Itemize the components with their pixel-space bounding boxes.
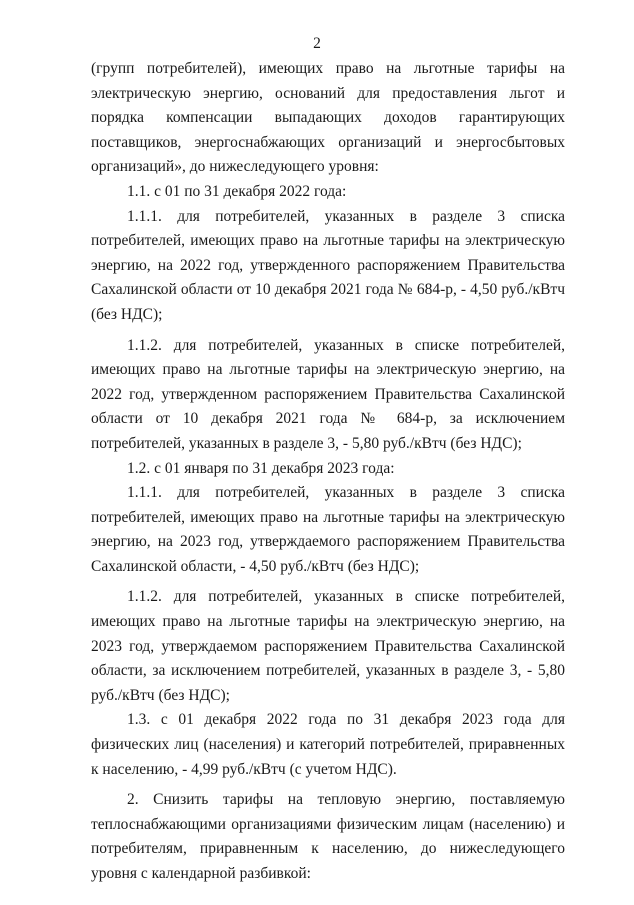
paragraph-1-2-1: 1.1.1. для потребителей, указанных в разделе 3 списка потребителей, имеющих право на льготные тарифы на электрическую энергию, на 2023 год, утверждаемого распоряжением Правительства Сахалинской области, - 4,50 руб./кВтч (без НДС); (91, 484, 565, 575)
document-body (91, 57, 565, 887)
paragraph-1-1: 1.1. с 01 по 31 декабря 2022 года: (127, 182, 347, 200)
paragraph-1-2: 1.2. с 01 января по 31 декабря 2023 года: (127, 459, 395, 477)
paragraph-1-2-2: 1.1.2. для потребителей, указанных в списке потребителей, имеющих право на льготные тарифы на электрическую энергию, на 2023 год, утверждаемом распоряжением Правительства Сахалинской области, за исключением потребителей, указанных в разделе 3, - 5,80 руб./кВтч (без НДС); (91, 588, 565, 704)
paragraph-1-3: 1.3. с 01 декабря 2022 года по 31 декабря 2023 года для физических лиц (населения) и категорий потребителей, приравненных к населению, - 4,99 руб./кВтч (с учетом НДС). (91, 711, 565, 778)
page-number: 2 (313, 35, 321, 52)
paragraph-1-1-1: 1.1.1. для потребителей, указанных в разделе 3 списка потребителей, имеющих право на льготные тарифы на электрическую энергию, на 2022 год, утвержденного распоряжением Правительства Сахалинской области от 10 декабря 2021 года № 684-р, - 4,50 руб./кВтч (без НДС); (91, 207, 565, 323)
paragraph-1-1-2: 1.1.2. для потребителей, указанных в списке потребителей, имеющих право на льготные тарифы на электрическую энергию, на 2022 год, утвержденном распоряжением Правительства Сахалинской области от 10 декабря 2021 года № 684-р, за исключением потребителей, указанных в разделе 3, - 5,80 руб./кВтч (без НДС); (91, 336, 565, 452)
paragraph-2: 2. Снизить тарифы на тепловую энергию, поставляемую теплоснабжающими организациями физическим лицам (населению) и потребителям, приравненным к населению, до нижеследующего уровня с календарной разбивкой: (91, 791, 565, 882)
paragraph-continuation: (групп потребителей), имеющих право на льготные тарифы на электрическую энергию, оснований для предоставления льгот и порядка компенсации выпадающих доходов гарантирующих поставщиков, энергоснабжающих организаций и энергосбытовых организаций», до нижеследующего уровня: (91, 60, 565, 176)
